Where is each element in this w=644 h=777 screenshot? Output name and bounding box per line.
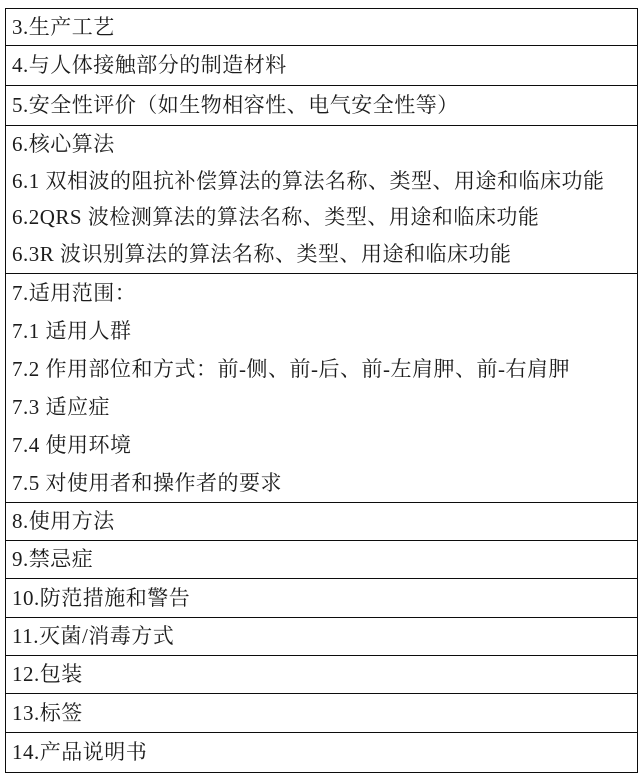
- cell-line: 3.生产工艺: [12, 14, 115, 39]
- cell-line: 6.1 双相波的阻抗补偿算法的算法名称、类型、用途和临床功能: [12, 168, 605, 193]
- cell-line: 12.包装: [12, 662, 83, 686]
- table-row: [6, 656, 637, 694]
- spec-table: [5, 8, 638, 773]
- cell-line: 5.安全性评价（如生物相容性、电气安全性等）: [12, 93, 459, 117]
- cell-line: 7.1 适用人群: [12, 318, 132, 343]
- cell-line: 10.防范措施和警告: [12, 585, 191, 610]
- cell-line: 6.核心算法: [12, 131, 115, 156]
- table-row: [6, 618, 637, 656]
- table-row: [6, 541, 637, 579]
- cell-line: 7.3 适应症: [12, 394, 110, 419]
- table-row: [6, 126, 637, 274]
- cell-line: 7.适用范围：: [12, 280, 137, 305]
- cell-line: 14.产品说明书: [12, 740, 148, 764]
- cell-line: 7.4 使用环境: [12, 432, 132, 457]
- cell-line: 11.灭菌/消毒方式: [12, 624, 175, 648]
- table-row: [6, 733, 637, 772]
- table-row: [6, 503, 637, 541]
- cell-line: 9.禁忌症: [12, 547, 94, 571]
- table-row: [6, 86, 637, 126]
- table-row: [6, 9, 637, 46]
- table-row: [6, 274, 637, 503]
- cell-line: 13.标签: [12, 700, 83, 725]
- table-row: [6, 579, 637, 618]
- cell-line: 4.与人体接触部分的制造材料: [12, 53, 287, 77]
- cell-line: 7.5 对使用者和操作者的要求: [12, 470, 282, 495]
- cell-line: 6.2QRS 波检测算法的算法名称、类型、用途和临床功能: [12, 205, 540, 230]
- table-row: [6, 694, 637, 733]
- cell-line: 7.2 作用部位和方式：前-侧、前-后、前-左肩胛、前-右肩胛: [12, 356, 570, 381]
- table-row: [6, 46, 637, 86]
- cell-line: 8.使用方法: [12, 509, 115, 533]
- cell-line: 6.3R 波识别算法的算法名称、类型、用途和临床功能: [12, 242, 512, 267]
